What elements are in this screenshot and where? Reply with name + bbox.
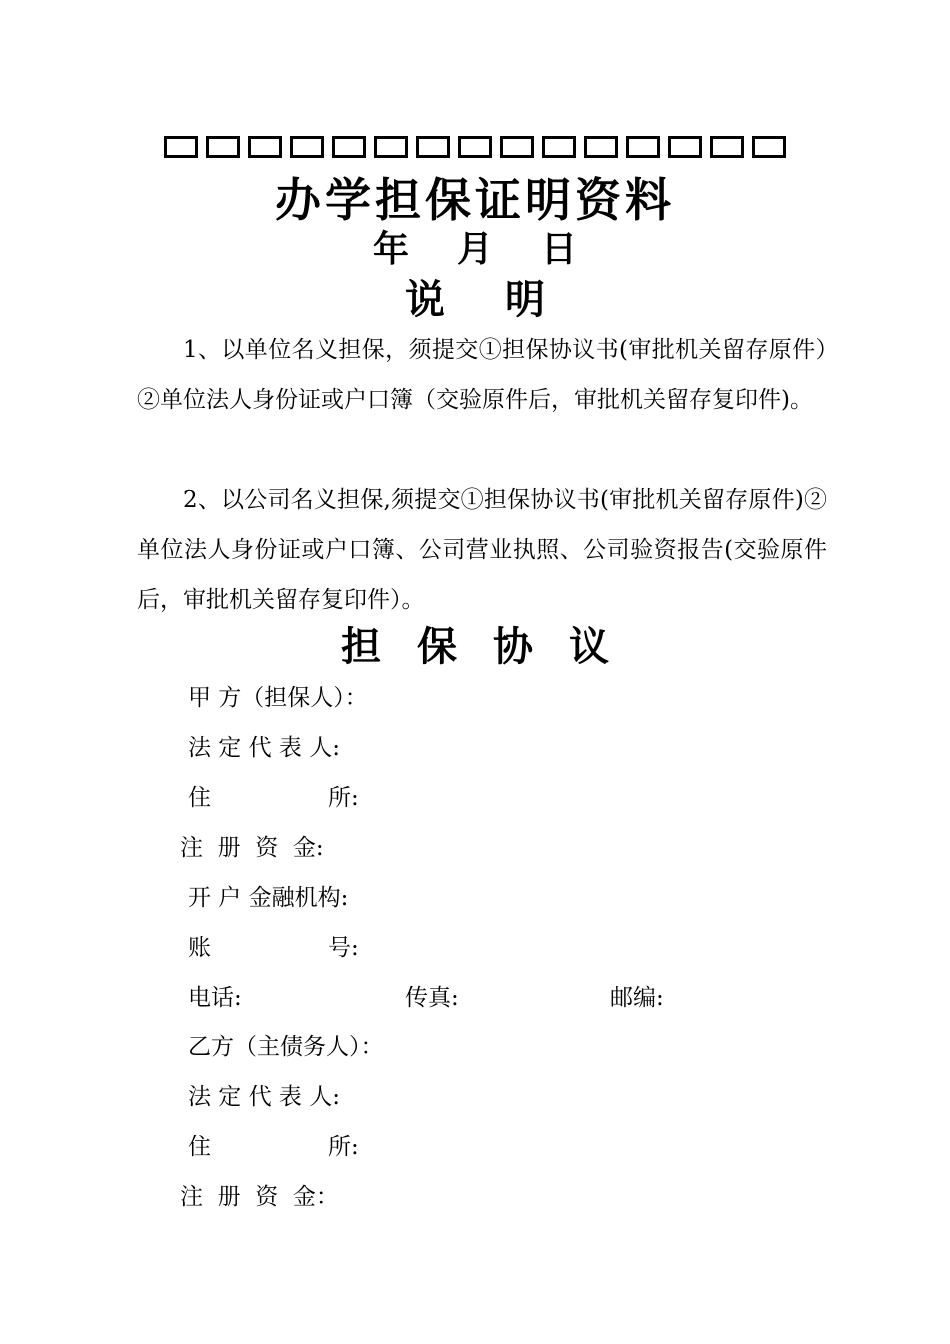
- placeholder-box: [332, 136, 366, 158]
- party-b-capital: 注 册 资 金：: [180, 1184, 339, 1210]
- party-a-postcode: 邮编:: [610, 985, 664, 1011]
- heading-char: 议: [569, 623, 609, 670]
- heading-char: 说: [405, 276, 445, 323]
- date-year: 年: [372, 228, 409, 270]
- placeholder-box: [290, 136, 324, 158]
- party-b-address: 住 所:: [188, 1134, 359, 1160]
- party-a-phone: 电话:: [188, 985, 242, 1011]
- placeholder-box: [374, 136, 408, 158]
- date-line: [0, 229, 950, 269]
- party-a-bank: 开 户 金融机构:: [188, 885, 349, 911]
- placeholder-box: [710, 136, 744, 158]
- party-a-capital: 注 册 资 金:: [180, 835, 324, 861]
- date-day: 日: [541, 228, 578, 270]
- placeholder-box: [584, 136, 618, 158]
- placeholder-box: [458, 136, 492, 158]
- party-a-account: 账 号:: [188, 935, 359, 961]
- instruction-item-2: 2、以公司名义担保,须提交①担保协议书(审批机关留存原件)② 单位法人身份证或户口簿、公司营业执照、公司验资报告(交验原件后，审批机关留存复印件）。: [137, 487, 827, 613]
- missing-glyph-row: [0, 136, 950, 158]
- instruction-item-1: 1、以单位名义担保，须提交①担保协议书(审批机关留存原件）②单位法人身份证或户口簿（交验原件后，审批机关留存复印件)。: [137, 337, 827, 413]
- placeholder-box: [416, 136, 450, 158]
- agreement-heading: [0, 623, 950, 671]
- placeholder-box: [626, 136, 660, 158]
- heading-char: 担: [341, 623, 381, 670]
- placeholder-box: [164, 136, 198, 158]
- party-a-legal-rep: 法 定 代 表 人:: [188, 735, 340, 761]
- party-a-address: 住 所:: [188, 785, 359, 811]
- date-month: 月: [456, 228, 493, 270]
- placeholder-box: [206, 136, 240, 158]
- placeholder-box: [248, 136, 282, 158]
- party-a-label: 甲 方（担保人）：: [188, 685, 368, 711]
- placeholder-box: [668, 136, 702, 158]
- party-a-fax: 传真:: [405, 985, 459, 1011]
- placeholder-box: [542, 136, 576, 158]
- heading-char: 明: [505, 276, 545, 323]
- party-b-legal-rep: 法 定 代 表 人:: [188, 1084, 340, 1110]
- document-title: 办学担保证明资料: [275, 173, 675, 227]
- placeholder-box: [500, 136, 534, 158]
- heading-char: 保: [417, 623, 457, 670]
- heading-char: 协: [493, 623, 533, 670]
- party-b-label: 乙方（主债务人）：: [188, 1034, 384, 1060]
- placeholder-box: [752, 136, 786, 158]
- instructions-heading: [0, 276, 950, 324]
